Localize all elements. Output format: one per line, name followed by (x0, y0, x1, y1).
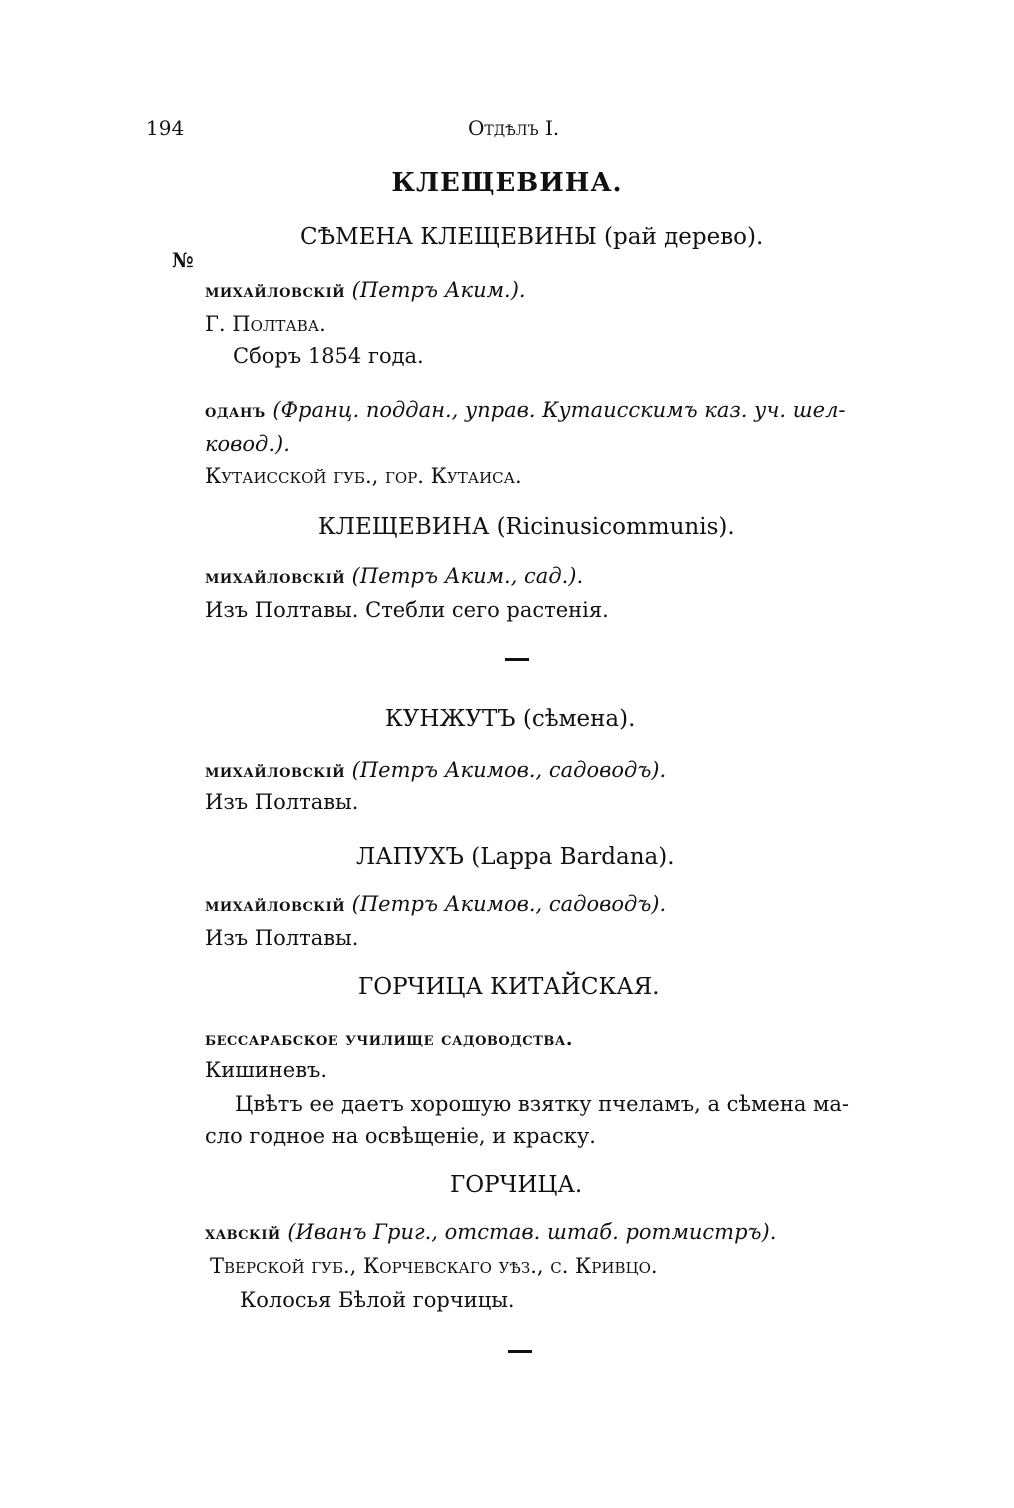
entry-4-exhibitor (205, 758, 666, 782)
separator-dash (505, 658, 529, 661)
subsection-kleshchevina-latin (318, 514, 735, 540)
exhibitor-name: михайловскій (205, 566, 345, 588)
exhibitor-desc: (Петръ Акимов., садоводъ). (351, 892, 667, 916)
entry-1-note: Сборъ 1854 года. (233, 344, 424, 368)
entry-7-exhibitor (205, 1220, 776, 1244)
entry-3-exhibitor (205, 564, 583, 588)
exhibitor-name: хавскій (205, 1222, 281, 1244)
subsection-title: ЛАПУХЪ (356, 844, 464, 870)
entry-2-desc-cont: ковод.). (205, 432, 290, 456)
entry-5-place: Изъ Полтавы. (205, 926, 359, 950)
subsection-note: (Lappa Bardana). (471, 844, 675, 870)
subsection-title: СѢМЕНА КЛЕЩЕВИНЫ (300, 224, 597, 250)
exhibitor-desc: (Петръ Акимов., садоводъ). (351, 758, 667, 782)
subsection-lapukh (356, 844, 675, 870)
exhibitor-name: михайловскій (205, 280, 345, 302)
subsection-note: (сѣмена). (522, 706, 636, 732)
exhibitor-name: оданъ (205, 400, 266, 422)
entry-6-place: Кишиневъ. (205, 1058, 328, 1082)
subsection-gorchitsa-kitayskaya: ГОРЧИЦА КИТАЙСКАЯ. (358, 974, 660, 1000)
entry-4-place: Изъ Полтавы. (205, 790, 359, 814)
exhibitor-name: михайловскій (205, 760, 345, 782)
entry-3-place: Изъ Полтавы. Стебли сего растенія. (205, 598, 609, 622)
entry-7-place: Тверской губ., Корчевскаго уѣз., с. Кривцо. (210, 1254, 658, 1278)
page-number: 194 (146, 116, 185, 140)
exhibitor-desc: (Петръ Аким.). (351, 278, 526, 302)
separator-dash (508, 1350, 532, 1353)
entry-7-note: Колосья Бѣлой горчицы. (240, 1288, 515, 1312)
exhibitor-name: бессарабское училище садоводства. (205, 1028, 574, 1050)
entry-1-exhibitor (205, 278, 526, 302)
subsection-title: КУНЖУТЪ (385, 706, 516, 732)
entry-1-place: Г. Полтава. (205, 312, 326, 336)
subsection-gorchitsa: ГОРЧИЦА. (450, 1172, 583, 1198)
subsection-note: (рай дерево). (604, 224, 764, 250)
entry-6-exhibitor (205, 1026, 573, 1050)
subsection-note: (Ricinusicommunis). (496, 514, 735, 540)
subsection-semena-kleshcheviny (300, 224, 763, 250)
subsection-kunzhut (385, 706, 635, 732)
entry-2-place: Кутаисской губ., гор. Кутаиса. (205, 464, 522, 488)
subsection-title: КЛЕЩЕВИНА (318, 514, 490, 540)
exhibitor-desc: (Иванъ Григ., отстав. штаб. ротмистръ). (287, 1220, 777, 1244)
entry-6-note-line2: сло годное на освѣщеніе, и краску. (205, 1124, 596, 1148)
entry-2-exhibitor (205, 398, 846, 422)
exhibitor-desc: (Петръ Аким., сад.). (351, 564, 584, 588)
entry-5-exhibitor (205, 892, 666, 916)
exhibitor-name: михайловскій (205, 894, 345, 916)
section-title-kleshchevina: КЛЕЩЕВИНА. (391, 168, 623, 198)
number-sign: № (172, 248, 194, 272)
running-title: Отдѣлъ I. (468, 116, 560, 140)
exhibitor-desc: (Франц. поддан., управ. Кутаисскимъ каз. уч. шел- (272, 398, 846, 422)
entry-6-note-line1: Цвѣтъ ее даетъ хорошую взятку пчеламъ, а сѣмена ма- (235, 1092, 849, 1116)
